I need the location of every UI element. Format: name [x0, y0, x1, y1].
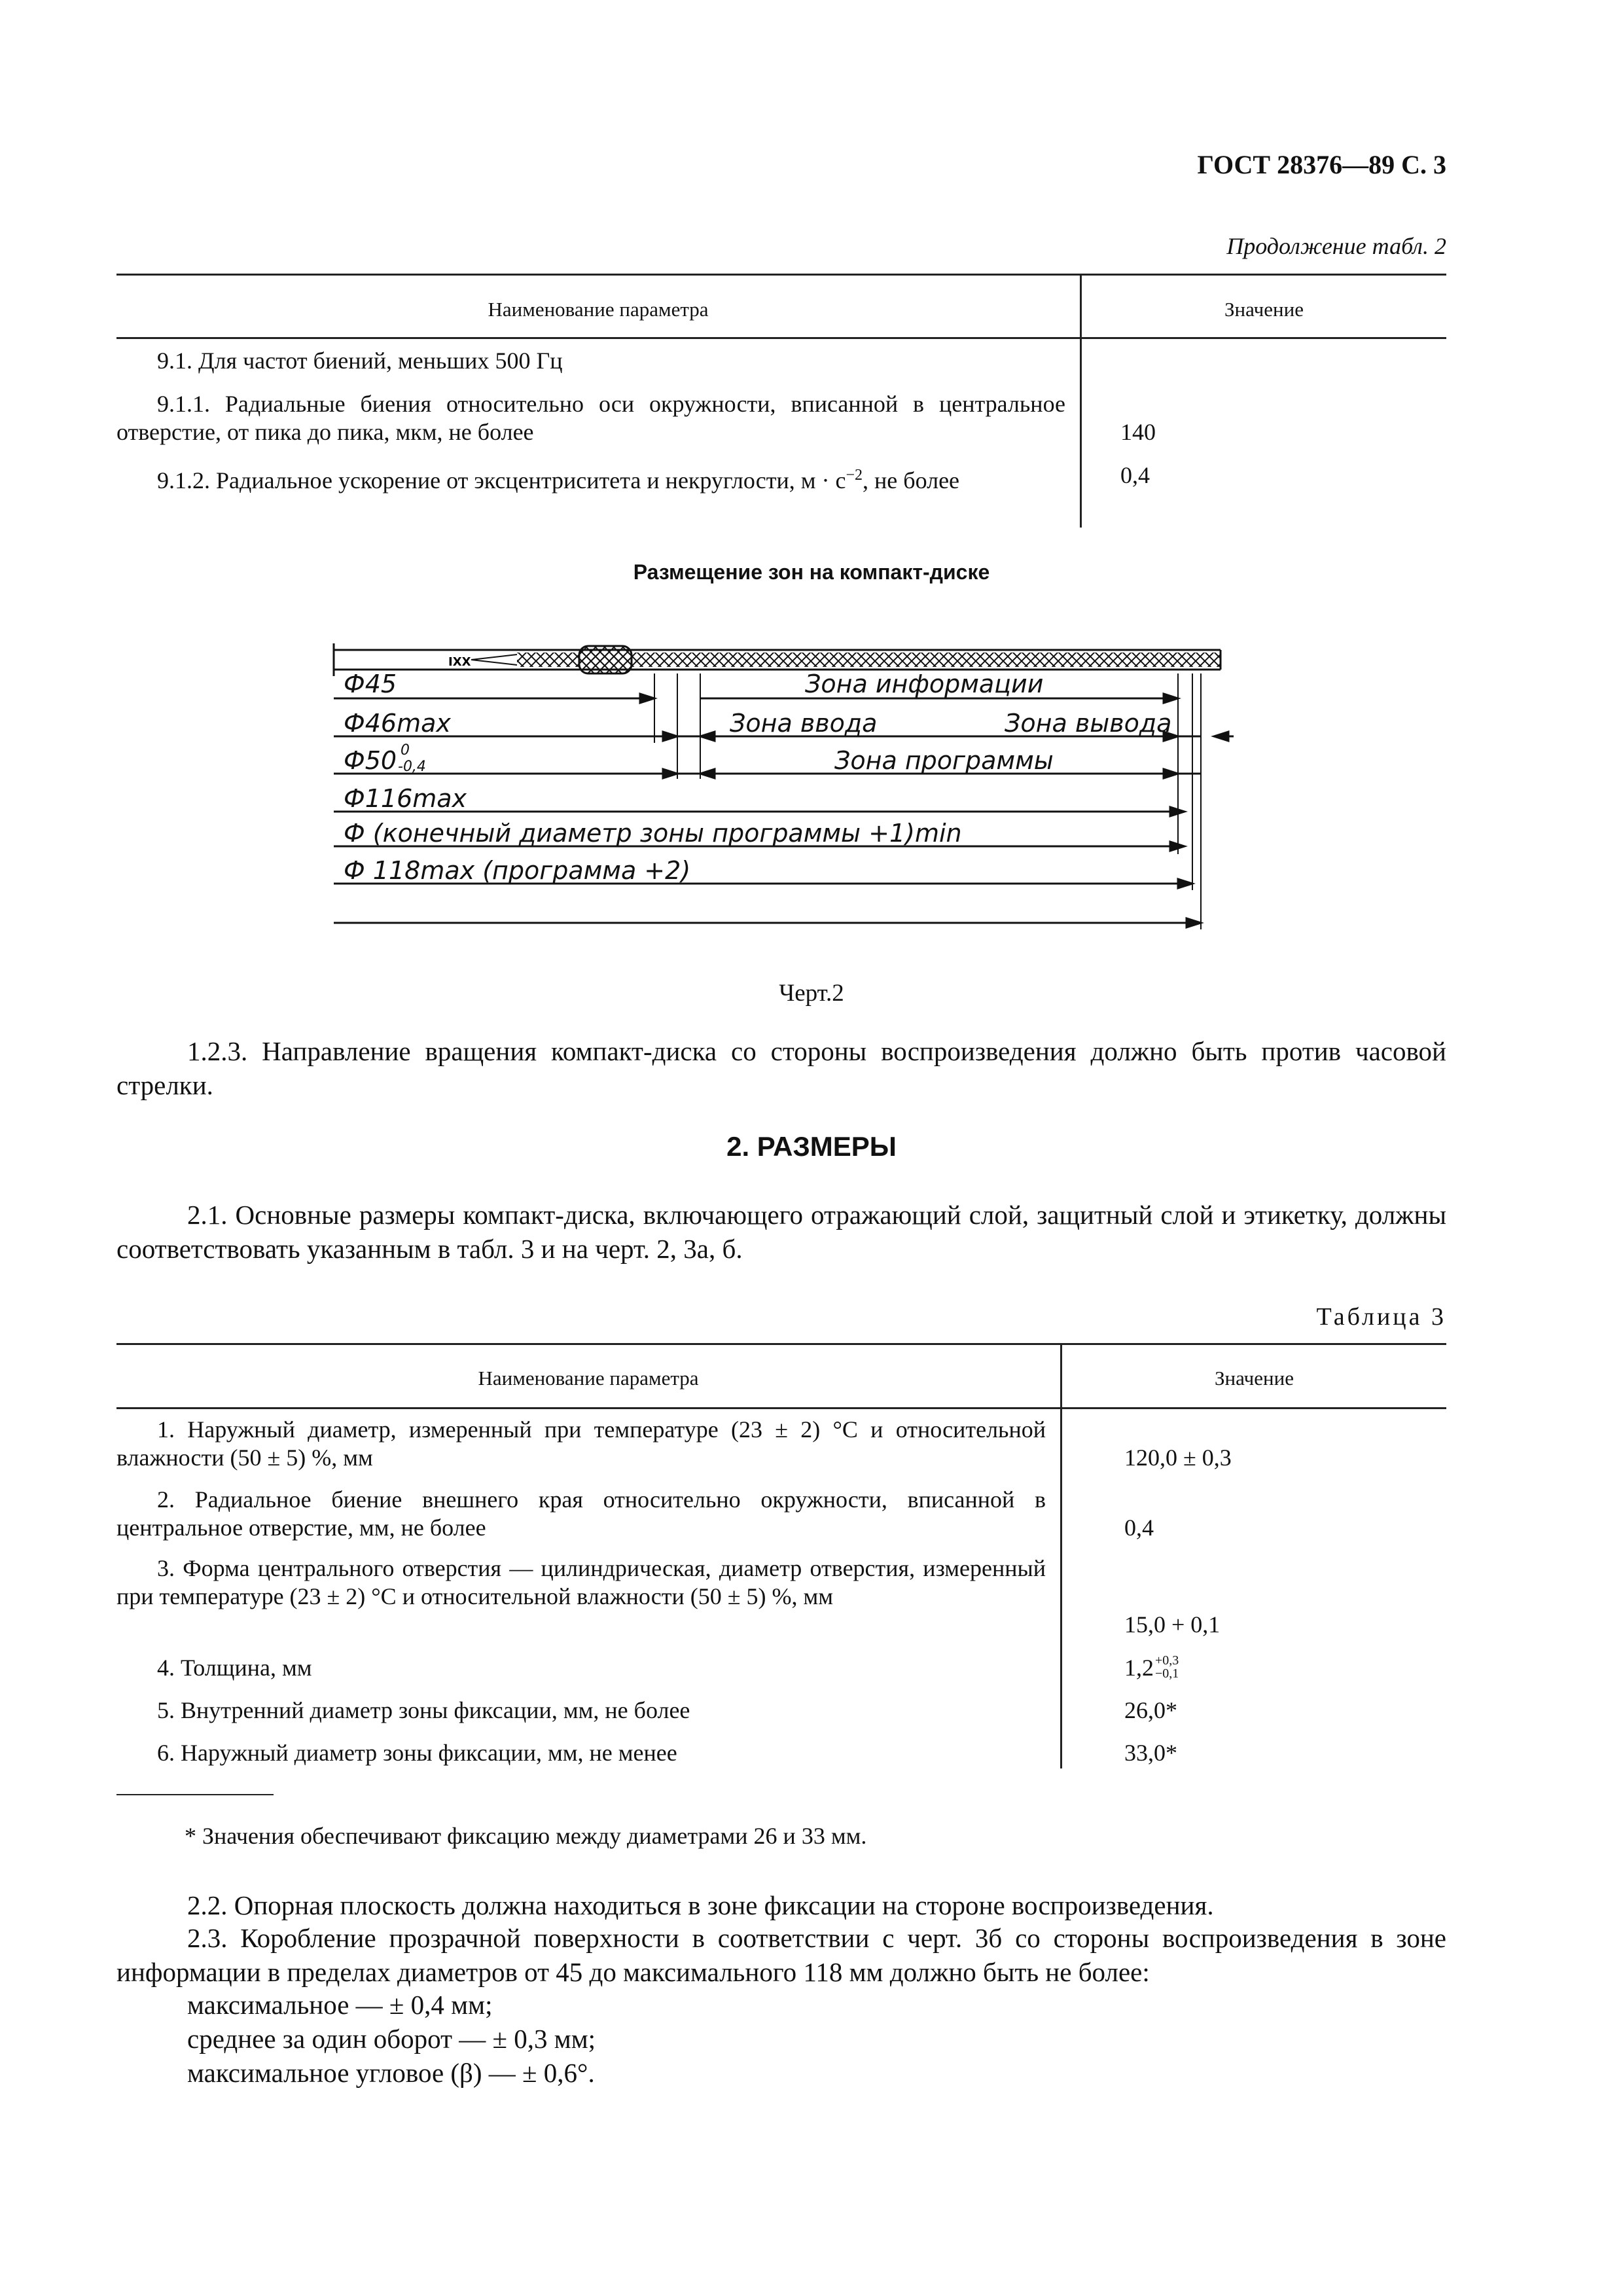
label-dend: Ф (конечный диаметр зоны программы +1)min [344, 819, 962, 848]
tolerance-upper: +0,3 [1155, 1653, 1179, 1668]
column-header-param: Наименование параметра [488, 298, 709, 321]
footnote: * Значения обеспечивают фиксацию между диаметрами 26 и 33 мм. [185, 1823, 867, 1849]
list-item: максимальное — ± 0,4 мм; [187, 1990, 493, 2020]
column-header-param: Наименование параметра [478, 1367, 699, 1390]
table-rule [116, 337, 1446, 339]
row-value: 26,0* [1124, 1697, 1177, 1723]
label-d46max: Ф46max [344, 709, 451, 738]
section-marker: IXX [448, 655, 471, 669]
row-param: 9.1. Для частот биений, меньших 500 Гц [157, 348, 563, 374]
row-value: 120,0 ± 0,3 [1124, 1444, 1232, 1471]
row-value: 15,0 + 0,1 [1124, 1611, 1221, 1638]
footnote-rule [116, 1794, 274, 1795]
table-row [116, 390, 1065, 446]
label-zone-program: Зона программы [834, 746, 1054, 775]
row-value [1124, 1654, 1179, 1682]
table-row [116, 1486, 1046, 1542]
table-row [116, 1739, 1046, 1767]
table-row [116, 347, 1065, 375]
table-rule [116, 1343, 1446, 1345]
column-divider [1060, 1343, 1062, 1768]
label-zone-info: Зона информации [805, 670, 1044, 698]
column-header-value: Значение [1215, 1367, 1294, 1390]
table-row [116, 1696, 1046, 1725]
column-header-value: Значение [1224, 298, 1304, 321]
label-d116max: Ф116max [344, 784, 467, 813]
thickness-tolerance [1155, 1654, 1179, 1680]
row-param-tail: , не более [863, 467, 960, 493]
label-d50-tol-upper: 0 [401, 742, 410, 759]
table-rule [116, 274, 1446, 276]
label-d50: Ф50 [344, 746, 397, 775]
row-param: 5. Внутренний диаметр зоны фиксации, мм, не более [157, 1697, 690, 1723]
section-heading: 2. РАЗМЕРЫ [726, 1131, 897, 1162]
row-value: 33,0* [1124, 1740, 1177, 1766]
row-param: 1. Наружный диаметр, измеренный при температуре (23 ± 2) °С и относительной влажности (50 ± 5) %, мм [116, 1416, 1046, 1471]
row-param: 2. Радиальное биение внешнего края относительно окружности, вписанной в центральное отверстие, мм, не более [116, 1486, 1046, 1541]
row-param: 4. Толщина, мм [157, 1655, 312, 1681]
zone-diagram [321, 638, 1237, 939]
row-value: 0,4 [1120, 462, 1150, 488]
label-d50-tol-lower: -0,4 [398, 759, 426, 775]
list-item: среднее за один оборот — ± 0,3 мм; [187, 2024, 596, 2054]
row-value: 140 [1120, 419, 1156, 445]
table-rule [116, 1407, 1446, 1409]
figure-caption: Черт.2 [779, 980, 844, 1007]
table-row [116, 1654, 1046, 1682]
row-param-sup: −2 [846, 467, 863, 484]
row-param: 9.1.2. Радиальное ускорение от эксцентриситета и некруглости, м · с [157, 467, 846, 493]
row-value: 0,4 [1124, 1515, 1154, 1541]
row-param: 3. Форма центрального отверстия — цилиндрическая, диаметр отверстия, измеренный при температуре (23 ± 2) °С и относительной влажности (50 ± 5) %, мм [116, 1555, 1046, 1609]
list-item: максимальное угловое (β) — ± 0,6°. [187, 2058, 595, 2088]
label-d118max: Ф 118max (программа +2) [344, 856, 691, 885]
table-continuation-label: Продолжение табл. 2 [1226, 233, 1446, 259]
label-zone-lead-out: Зона вывода [1005, 709, 1172, 738]
paragraph-2-1: 2.1. Основные размеры компакт-диска, включающего отражающий слой, защитный слой и этикетку, должны соответствовать указанным в табл. 3 и на черт. 2, 3а, б. [116, 1200, 1446, 1264]
table-row [116, 461, 1065, 495]
tolerance-lower: −0,1 [1155, 1666, 1179, 1681]
thickness-value: 1,2 [1124, 1655, 1154, 1681]
label-zone-lead-in: Зона ввода [730, 709, 878, 738]
table-row [116, 1554, 1046, 1611]
label-d45: Ф45 [344, 670, 397, 698]
paragraph-2-3-list [187, 1988, 1431, 2090]
row-param: 6. Наружный диаметр зоны фиксации, мм, не менее [157, 1740, 677, 1766]
paragraph-2-2: 2.2. Опорная плоскость должна находиться в зоне фиксации на стороне воспроизведения. [187, 1890, 1214, 1920]
figure-title: Размещение зон на компакт-диске [633, 560, 990, 584]
paragraph-2-3: 2.3. Коробление прозрачной поверхности в соответствии с черт. 3б со стороны воспроизведения в зоне информации в пределах диаметров от 45 до максимального 118 мм должно быть не более: [116, 1923, 1446, 1987]
page-header: ГОСТ 28376—89 С. 3 [1197, 150, 1446, 179]
row-param: 9.1.1. Радиальные биения относительно оси окружности, вписанной в центральное отверстие, от пика до пика, мкм, не более [116, 391, 1065, 445]
table-row [116, 1416, 1046, 1472]
paragraph-1-2-3: 1.2.3. Направление вращения компакт-диска со стороны воспроизведения должно быть против часовой стрелки. [116, 1036, 1446, 1100]
table3-label: Таблица 3 [1316, 1303, 1446, 1331]
